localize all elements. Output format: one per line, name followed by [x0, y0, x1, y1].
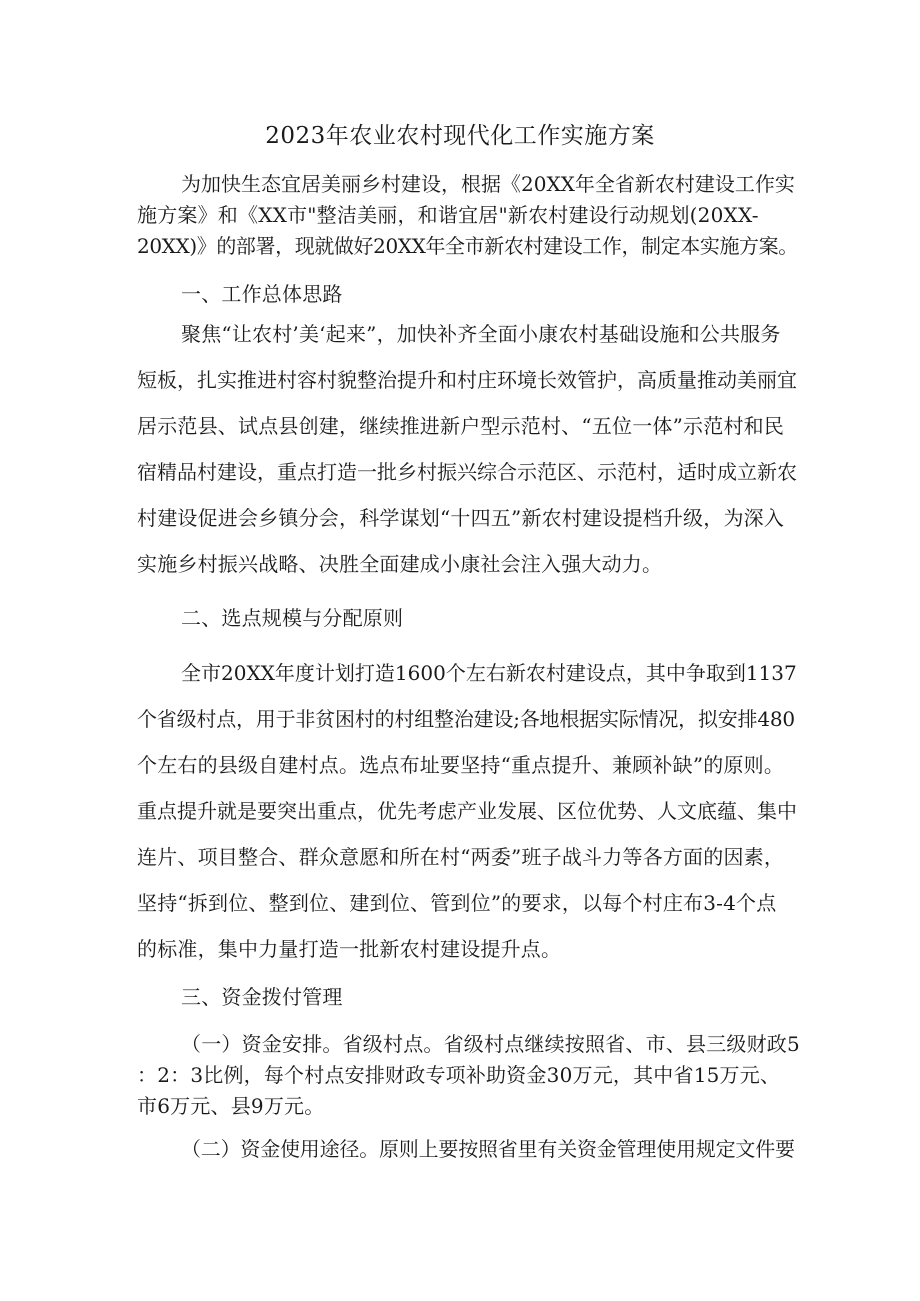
paragraph-line: ：2：3比例，每个村点安排财政专项补助资金30万元，其中省15万元、 — [137, 1063, 781, 1087]
paragraph-line: 连片、项目整合、群众意愿和所在村“两委”班子战斗力等各方面的因素， — [137, 845, 785, 869]
section-heading: 一、工作总体思路 — [181, 282, 343, 306]
paragraph-line: 个省级村点，用于非贫困村的村组整治建设;各地根据实际情况，拟安排480 — [137, 707, 795, 731]
paragraph-line: 坚持“拆到位、整到位、建到位、管到位”的要求，以每个村庄布3-4个点 — [137, 891, 777, 915]
paragraph-line: （一）资金安排。省级村点。省级村点继续按照省、市、县三级财政5 — [181, 1032, 800, 1056]
paragraph-line: 全市20XX年度计划打造1600个左右新农村建设点，其中争取到1137 — [181, 661, 797, 685]
paragraph-line: 20XX)》的部署，现就做好20XX年全市新农村建设工作，制定本实施方案。 — [137, 234, 798, 258]
paragraph-line: （二）资金使用途径。原则上要按照省里有关资金管理使用规定文件要 — [181, 1137, 795, 1161]
paragraph-line: 个左右的县级自建村点。选点布址要坚持“重点提升、兼顾补缺”的原则。 — [137, 753, 785, 777]
paragraph-line: 聚焦“让农村’美‘起来”，加快补齐全面小康农村基础设施和公共服务 — [181, 322, 781, 346]
section-heading: 二、选点规模与分配原则 — [181, 606, 404, 630]
paragraph-line: 为加快生态宜居美丽乡村建设，根据《20XX年全省新农村建设工作实 — [181, 172, 795, 196]
document-title: 2023年农业农村现代化工作实施方案 — [265, 123, 655, 149]
paragraph-line: 的标准，集中力量打造一批新农村建设提升点。 — [137, 937, 562, 961]
paragraph-line: 宿精品村建设，重点打造一批乡村振兴综合示范区、示范村，适时成立新农 — [137, 460, 797, 484]
paragraph-line: 施方案》和《XX市"整洁美丽，和谐宜居"新农村建设行动规划(20XX- — [137, 203, 759, 227]
paragraph-line: 居示范县、试点县创建，继续推进新户型示范村、“五位一体”示范村和民 — [137, 414, 785, 438]
paragraph-line: 市6万元、县9万元。 — [137, 1094, 325, 1118]
paragraph-line: 重点提升就是要突出重点，优先考虑产业发展、区位优势、人文底蕴、集中 — [137, 799, 797, 823]
paragraph-line: 村建设促进会乡镇分会，科学谋划“十四五”新农村建设提档升级，为深入 — [137, 506, 785, 530]
paragraph-line: 短板，扎实推进村容村貌整治提升和村庄环境长效管护，高质量推动美丽宜 — [137, 368, 797, 392]
paragraph-line: 实施乡村振兴战略、决胜全面建成小康社会注入强大动力。 — [137, 552, 663, 576]
section-heading: 三、资金拨付管理 — [181, 985, 343, 1009]
